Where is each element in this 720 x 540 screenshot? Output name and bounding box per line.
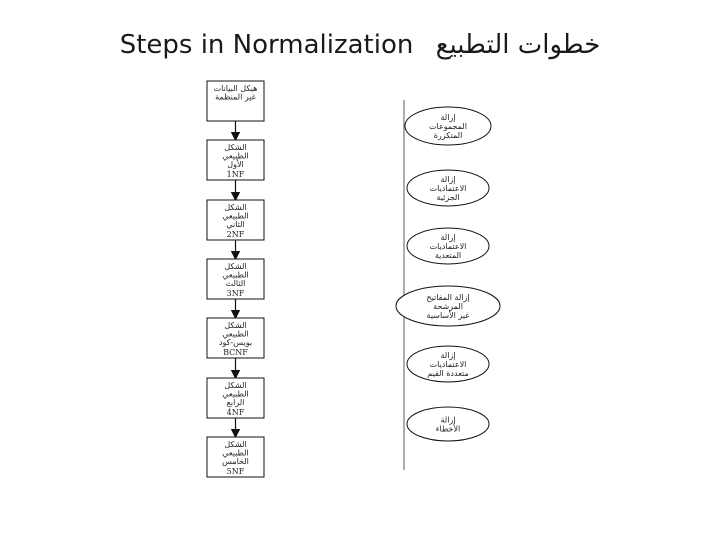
- removal-step-oval: [407, 170, 489, 206]
- box-code: 3NF: [226, 289, 245, 298]
- box-label: الطبيعي: [222, 389, 249, 399]
- normal-form-box: [207, 378, 264, 418]
- normal-form-box: [207, 437, 264, 477]
- oval-label: غير الأساسية: [426, 311, 470, 320]
- oval-label: الاعتماديات: [429, 242, 467, 251]
- removal-step-oval: [407, 407, 489, 441]
- removal-step-oval: [407, 228, 489, 264]
- title-english: Steps in Normalization: [119, 30, 414, 60]
- box-label: الثالث: [225, 279, 246, 288]
- box-label: الخامس: [222, 457, 249, 466]
- box-label: الطبيعي: [222, 211, 249, 221]
- box-label: الرابع: [226, 398, 245, 407]
- box-label: الأول: [227, 160, 244, 169]
- oval-label: إزالة: [440, 113, 456, 122]
- removal-step-oval: [405, 107, 491, 145]
- normal-form-box: [207, 259, 264, 299]
- box-label: الشكل: [224, 321, 247, 330]
- oval-label: إزالة: [440, 415, 456, 425]
- normal-form-box: [207, 81, 264, 121]
- title-arabic: خطوات التطبيع: [435, 30, 601, 60]
- box-code: 2NF: [226, 230, 245, 239]
- box-label: غير المنظمة: [215, 92, 256, 102]
- oval-label: المرشحة: [433, 302, 463, 311]
- box-code: BCNF: [223, 348, 248, 357]
- oval-label: متعددة القيم: [427, 369, 469, 378]
- box-code: 1NF: [226, 170, 245, 179]
- box-label: الطبيعي: [222, 329, 249, 339]
- oval-label: إزالة: [440, 351, 456, 360]
- oval-label: إزالة المفاتيح: [426, 293, 470, 302]
- box-label: الشكل: [224, 381, 247, 390]
- box-label: الشكل: [224, 203, 247, 212]
- oval-label: الاعتماديات: [429, 360, 467, 369]
- normal-form-box: [207, 318, 264, 358]
- box-label: بويس-كود: [218, 338, 253, 347]
- box-label: الشكل: [224, 143, 247, 152]
- oval-label: المتكررة: [433, 131, 463, 140]
- oval-label: الجزئية: [436, 193, 460, 202]
- box-code: 4NF: [226, 408, 245, 417]
- box-label: الطبيعي: [222, 270, 249, 280]
- normal-form-box: [207, 200, 264, 240]
- oval-label: إزالة: [440, 175, 456, 184]
- box-label: الطبيعي: [222, 448, 249, 458]
- box-label: هيكل البيانات: [213, 84, 258, 93]
- box-label: الثاني: [226, 220, 245, 229]
- removal-step-oval: [407, 346, 489, 382]
- normal-form-box: [207, 140, 264, 180]
- removal-step-oval: [396, 286, 500, 326]
- box-label: الطبيعي: [222, 151, 249, 161]
- box-label: الشكل: [224, 262, 247, 271]
- oval-label: المتعدية: [434, 251, 462, 260]
- oval-label: الاعتماديات: [429, 184, 467, 193]
- oval-label: المجموعات: [429, 122, 467, 131]
- box-code: 5NF: [226, 467, 245, 476]
- oval-label: الأخطاء: [435, 424, 461, 434]
- box-label: الشكل: [224, 440, 247, 449]
- oval-label: إزالة: [440, 233, 456, 242]
